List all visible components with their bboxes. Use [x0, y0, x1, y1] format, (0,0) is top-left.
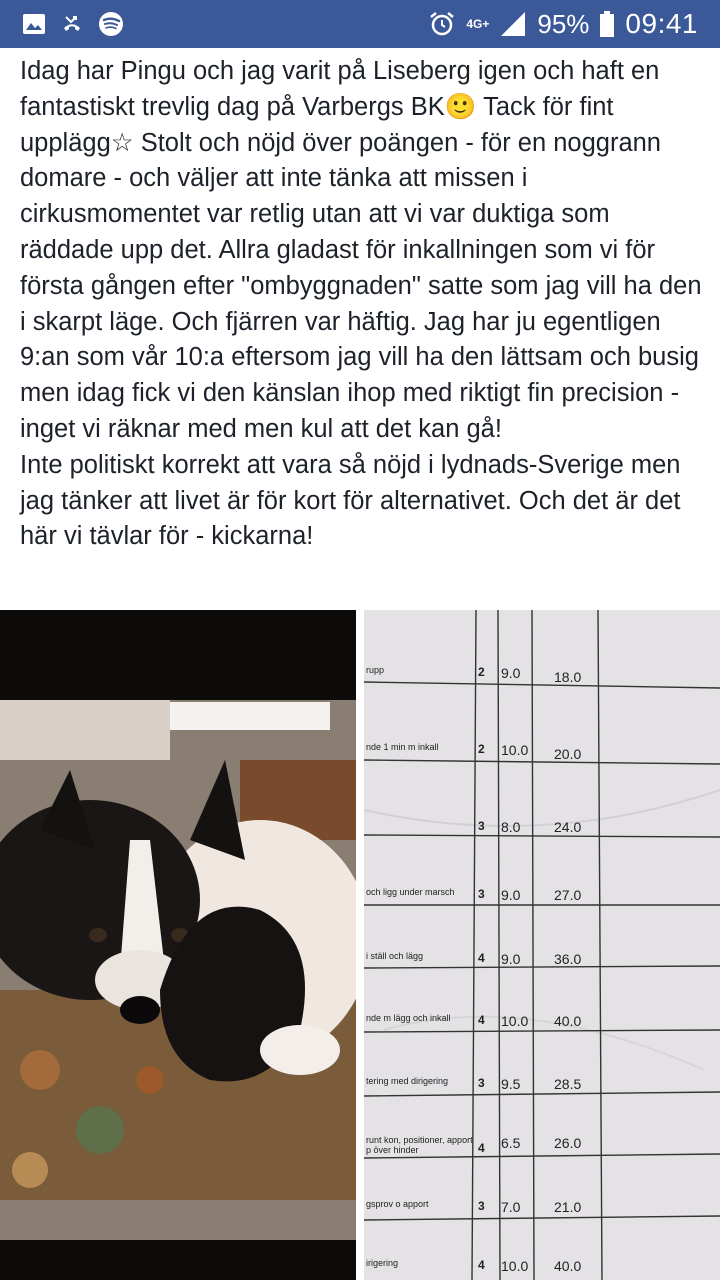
score-points: 9.0: [501, 665, 521, 681]
score-coeff: 2: [478, 742, 485, 756]
score-total: 27.0: [554, 887, 582, 903]
image-icon: [22, 13, 46, 35]
score-total: 24.0: [554, 819, 582, 835]
score-points: 10.0: [501, 1013, 529, 1029]
score-total: 40.0: [554, 1258, 582, 1274]
score-points: 8.0: [501, 819, 521, 835]
signal-icon: [499, 10, 527, 38]
score-points: 9.5: [501, 1076, 521, 1092]
score-coeff: 4: [478, 1141, 485, 1155]
score-total: 28.5: [554, 1076, 582, 1092]
score-label: i ställ och lägg: [366, 951, 424, 961]
score-coeff: 3: [478, 887, 485, 901]
alarm-icon: [428, 10, 456, 38]
score-coeff: 4: [478, 1258, 485, 1272]
score-total: 21.0: [554, 1199, 582, 1215]
score-label: och ligg under marsch: [366, 887, 455, 897]
score-points: 10.0: [501, 742, 529, 758]
score-label: gsprov o apport: [366, 1199, 429, 1209]
score-label: rupp: [366, 665, 385, 675]
status-bar: [0, 0, 720, 48]
score-points: 10.0: [501, 1258, 529, 1274]
status-bar-right: [428, 8, 720, 40]
battery-icon: [599, 10, 615, 38]
score-total: 18.0: [554, 669, 582, 685]
score-sheet-grid: [364, 610, 720, 1280]
missed-call-icon: [60, 12, 84, 36]
score-points: 9.0: [501, 951, 521, 967]
score-label: irigering: [366, 1258, 399, 1268]
score-points: 6.5: [501, 1135, 521, 1151]
score-points: 7.0: [501, 1199, 521, 1215]
score-coeff: 3: [478, 819, 485, 833]
score-sheet-photo[interactable]: [364, 610, 720, 1280]
score-coeff: 4: [478, 1013, 485, 1027]
dog-illustration: [0, 610, 356, 1280]
score-total: 26.0: [554, 1135, 582, 1151]
post-text: Idag har Pingu och jag varit på Liseberg igen och haft en fantastiskt trevlig dag på Varbergs BK🙂 Tack för fint upplägg☆ Stolt och nöjd över poängen - för en noggrann domare - och väljer att inte tänka att missen i cirkusmomentet var retlig utan att vi var duktiga som räddade upp det. Allra gladast för inkallningen som vi för första gången efter "ombyggnaden" satte som jag vill ha den i skarpt läge. Och fjärren var häftig. Jag har ju egentligen 9:an som vår 10:a eftersom jag vill ha den lättsam och busig men idag fick vi den känslan ihop med riktigt fin precision - inget vi räknar med men kul att det kan gå! Inte politiskt korrekt att vara så nöjd i lydnads-Sverige men jag tänker att livet är för kort för alternativet. Och det är det här vi tävlar för - kickarna!: [20, 57, 702, 551]
score-coeff: 2: [478, 665, 485, 679]
score-label: nde 1 min m inkall: [366, 742, 439, 752]
score-points: 9.0: [501, 887, 521, 903]
clock: 09:41: [625, 8, 698, 39]
battery-percent: 95%: [537, 8, 590, 39]
score-label: runt kon, positioner, apport p över hinder: [366, 1135, 473, 1155]
spotify-icon: [98, 11, 124, 37]
score-label: tering med dirigering: [366, 1076, 449, 1086]
score-total: 20.0: [554, 746, 582, 762]
score-total: 40.0: [554, 1013, 582, 1029]
score-coeff: 4: [478, 951, 485, 965]
score-label: nde m lägg och inkall: [366, 1013, 451, 1023]
status-bar-left: [0, 11, 124, 37]
score-total: 36.0: [554, 951, 582, 967]
score-coeff: 3: [478, 1199, 485, 1213]
dog-photo[interactable]: [0, 610, 356, 1280]
network-type: 4G+: [466, 17, 490, 31]
score-coeff: 3: [478, 1076, 485, 1090]
